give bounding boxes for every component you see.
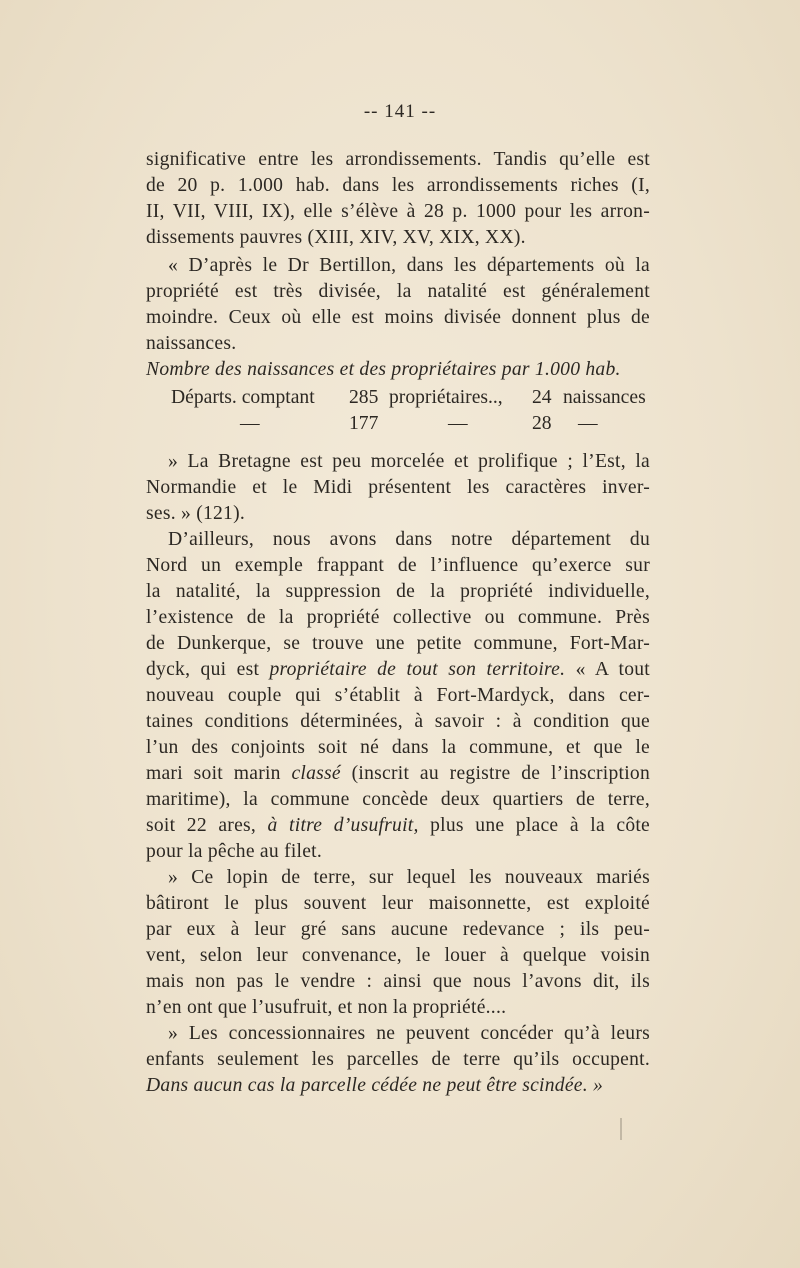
table-heading: Nombre des naissances et des propriétaires par 1.000 hab.: [146, 359, 621, 380]
text-line: vent, selon leur convenance, le louer à quelque voisin: [146, 945, 650, 966]
table-row-2-label: —: [240, 413, 260, 434]
table-row-2-owners-unit: —: [448, 413, 468, 434]
text-line: nouveau couple qui s’établit à Fort-Mardyck, dans cer-: [146, 685, 650, 706]
table-row-1-births-unit: naissances: [563, 387, 646, 408]
table-row-1-births: 24: [532, 387, 552, 408]
text-line: de 20 p. 1.000 hab. dans les arrondissements riches (I,: [146, 175, 650, 196]
text-line: [146, 815, 650, 837]
text-segment: mari soit marin: [146, 763, 292, 784]
text-line: propriété est très divisée, la natalité est généralement: [146, 281, 650, 302]
text-line: de Dunkerque, se trouve une petite commune, Fort-Mar-: [146, 633, 650, 654]
text-line: dissements pauvres (XIII, XIV, XV, XIX, XX).: [146, 227, 526, 248]
text-line: l’un des conjoints soit né dans la commune, et que le: [146, 737, 650, 758]
text-line: par eux à leur gré sans aucune redevance ; ils peu-: [146, 919, 650, 940]
text-line: » La Bretagne est peu morcelée et prolifique ; l’Est, la: [168, 451, 650, 472]
text-line: [146, 763, 650, 785]
text-line: » Ce lopin de terre, sur lequel les nouveaux mariés: [168, 867, 650, 888]
table-row-2-owners: 177: [349, 413, 379, 434]
text-line: n’en ont que l’usufruit, et non la propriété....: [146, 997, 507, 1018]
text-line: enfants seulement les parcelles de terre qu’ils occupent.: [146, 1049, 650, 1070]
text-line: D’ailleurs, nous avons dans notre département du: [168, 529, 650, 550]
text-line: II, VII, VIII, IX), elle s’élève à 28 p. 1000 pour les arron-: [146, 201, 650, 222]
table-row-2-births-unit: —: [578, 413, 598, 434]
text-segment: dyck, qui est: [146, 659, 270, 680]
table-row-1-owners: 285: [349, 387, 379, 408]
page-number: -- 141 --: [363, 101, 437, 122]
italic-text: propriétaire de tout son territoire.: [269, 659, 566, 680]
text-line: « D’après le Dr Bertillon, dans les départements où la: [168, 255, 650, 276]
text-line: significative entre les arrondissements. Tandis qu’elle est: [146, 149, 650, 170]
table-row-2-births: 28: [532, 413, 552, 434]
table-row-1-label: Départs. comptant: [171, 387, 315, 408]
text-line: [146, 659, 650, 681]
text-line: bâtiront le plus souvent leur maisonnette, est exploité: [146, 893, 650, 914]
text-line: l’existence de la propriété collective ou commune. Près: [146, 607, 650, 628]
text-line: Dans aucun cas la parcelle cédée ne peut être scindée. »: [146, 1075, 604, 1096]
text-segment: plus une place à la côte: [418, 815, 651, 836]
paper-mark: [620, 1118, 628, 1140]
text-line: mais non pas le vendre : ainsi que nous l’avons dit, ils: [146, 971, 650, 992]
text-segment: (inscrit au registre de l’inscription: [340, 763, 650, 784]
italic-text: classé: [291, 763, 341, 784]
text-segment: soit 22 ares,: [146, 815, 268, 836]
text-line: la natalité, la suppression de la propriété individuelle,: [146, 581, 650, 602]
text-line: » Les concessionnaires ne peuvent concéder qu’à leurs: [168, 1023, 650, 1044]
text-line: taines conditions déterminées, à savoir : à condition que: [146, 711, 650, 732]
text-line: maritime), la commune concède deux quartiers de terre,: [146, 789, 650, 810]
text-line: ses. » (121).: [146, 503, 246, 524]
table-row-1-owners-unit: propriétaires..,: [389, 387, 503, 408]
text-line: moindre. Ceux où elle est moins divisée donnent plus de: [146, 307, 650, 328]
text-line: naissances.: [146, 333, 237, 354]
text-line: pour la pêche au filet.: [146, 841, 323, 862]
italic-text: à titre d’usufruit,: [267, 815, 419, 836]
text-line: Nord un exemple frappant de l’influence qu’exerce sur: [146, 555, 650, 576]
text-segment: « A tout: [565, 659, 650, 680]
text-line: Normandie et le Midi présentent les caractères inver-: [146, 477, 650, 498]
